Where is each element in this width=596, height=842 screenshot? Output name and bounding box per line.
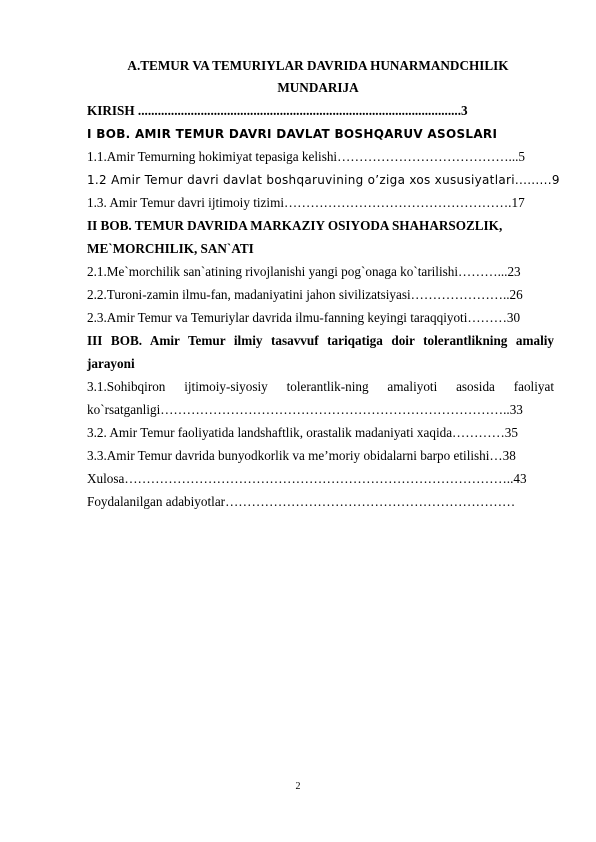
toc-section-3-1: 3.1.Sohibqiron ijtimoiy-siyosiy tolerantlik-ning amaliyoti asosida faoliyat	[87, 379, 554, 394]
toc-section-2-3: 2.3.Amir Temur va Temuriylar davrida ilmu-fanning keyingi taraqqiyoti………30	[87, 310, 521, 325]
toc-chapter-3-cont: jarayoni	[87, 356, 135, 371]
page-number: 2	[295, 781, 301, 792]
toc-chapter-3: III BOB. Amir Temur ilmiy tasavvuf tariqatiga doir tolerantlikning amaliy	[87, 333, 554, 348]
toc-section-3-1-cont: ko`rsatganligi……………………………………………………………………..33	[87, 402, 523, 417]
document-title: A.TEMUR VA TEMURIYLAR DAVRIDA HUNARMANDCHILIK	[127, 58, 509, 73]
toc-chapter-1: I BOB. AMIR TEMUR DAVRI DAVLAT BOSHQARUV ASOSLARI	[87, 127, 498, 141]
toc-chapter-2-cont: ME`MORCHILIK, SAN`ATI	[87, 241, 254, 256]
toc-entry-references: Foydalanilgan adabiyotlar…………………………………………………………	[87, 494, 516, 509]
toc-section-1-2: 1.2 Amir Temur davri davlat boshqaruvining o’ziga xos xususiyatlari.........9	[87, 173, 560, 187]
toc-section-3-3: 3.3.Amir Temur davrida bunyodkorlik va me’moriy obidalarni barpo etilishi…38	[87, 448, 516, 463]
toc-section-2-2: 2.2.Turoni-zamin ilmu-fan, madaniyatini jahon sivilizatsiyasi…………………..26	[87, 287, 523, 302]
toc-section-1-3: 1.3. Amir Temur davri ijtimoiy tizimi…………………………………………….17	[87, 195, 525, 210]
toc-heading: MUNDARIJA	[277, 80, 359, 95]
toc-section-1-1: 1.1.Amir Temurning hokimiyat tepasiga kelishi…………………………………...5	[87, 149, 526, 164]
toc-section-2-1: 2.1.Me`morchilik san`atining rivojlanishi yangi pog`onaga ko`tarilishi………...23	[87, 264, 521, 279]
toc-section-3-2: 3.2. Amir Temur faoliyatida landshaftlik, orastalik madaniyati xaqida…………35	[87, 425, 518, 440]
toc-entry-intro: KIRISH ..................................................................................................3	[87, 103, 468, 118]
toc-entry-conclusion: Xulosa……………………………………………………………………………..43	[87, 471, 527, 486]
toc-chapter-2: II BOB. TEMUR DAVRIDA MARKAZIY OSIYODA SHAHARSOZLIK,	[87, 218, 503, 233]
